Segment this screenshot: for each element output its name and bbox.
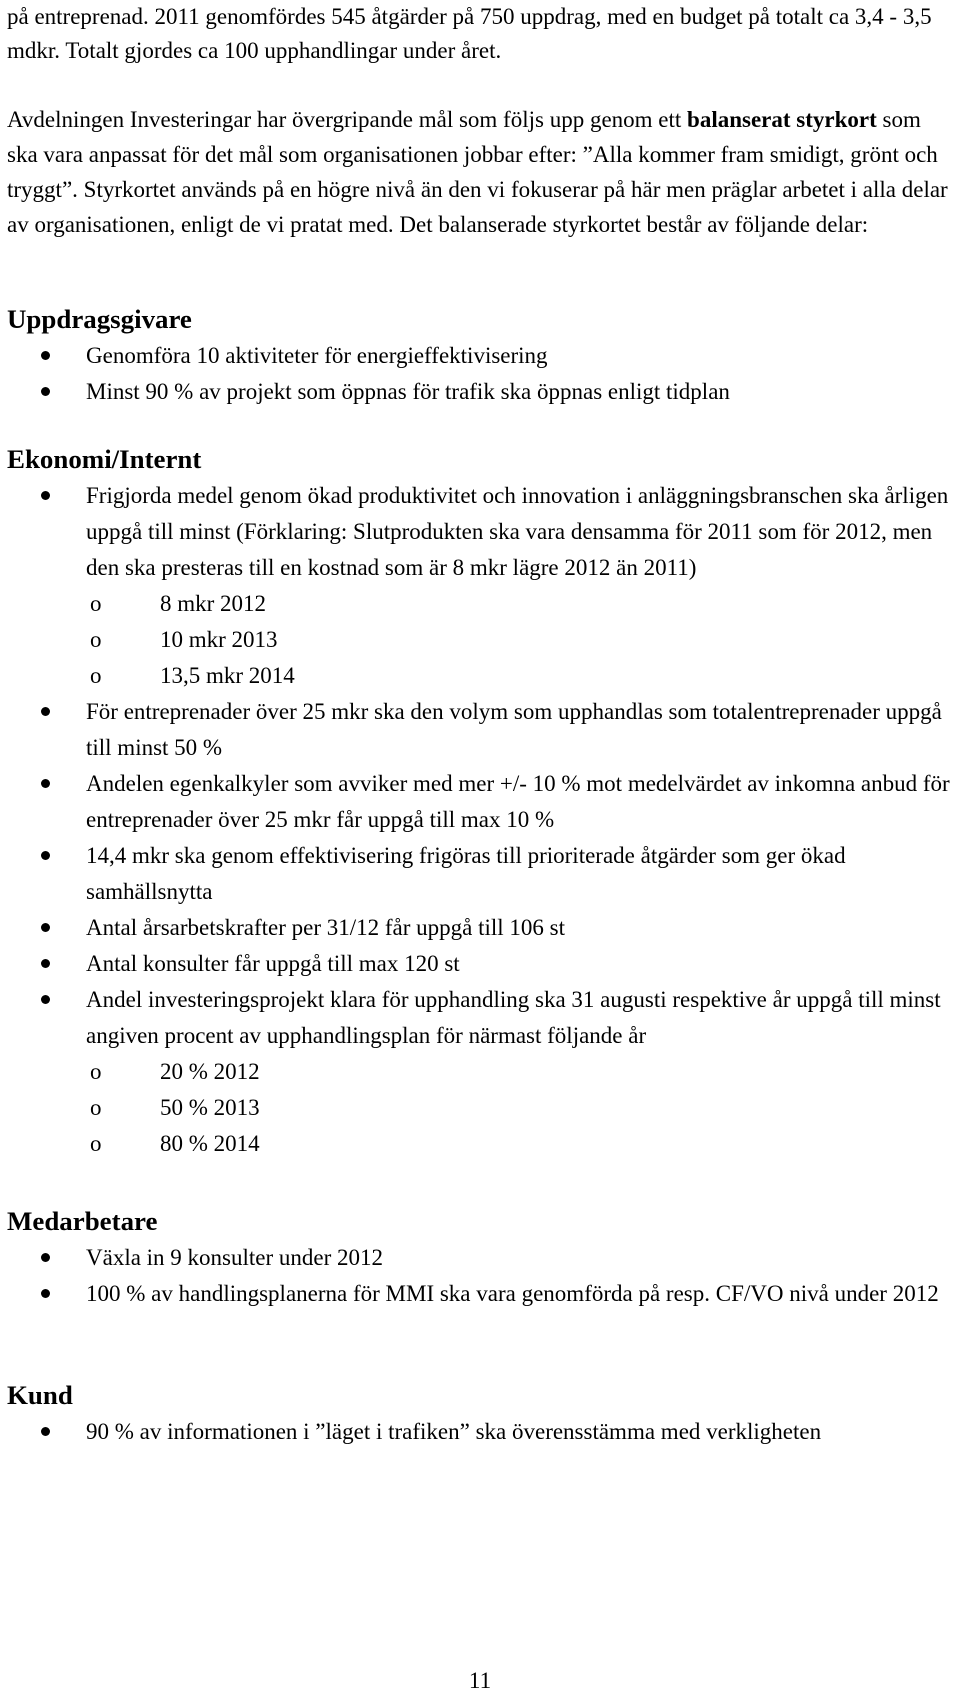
- heading-ekonomi-internt: Ekonomi/Internt: [7, 444, 202, 474]
- sub-list-item-text: 10 mkr 2013: [160, 627, 278, 652]
- paragraph-intro: [7, 102, 952, 242]
- sub-list-item: [86, 658, 950, 694]
- page-number: 11: [468, 1668, 492, 1693]
- list-item: 100 % av handlingsplanerna för MMI ska vara genomförda på resp. CF/VO nivå under 2012: [0, 1276, 950, 1312]
- paragraph-top: på entreprenad. 2011 genomfördes 545 åtgärder på 750 uppdrag, med en budget på totalt ca 3,4 - 3,5 mdkr. Totalt gjordes ca 100 upphandlingar under året.: [7, 4, 932, 63]
- sub-list-item-text: 50 % 2013: [160, 1095, 260, 1120]
- sub-bullet-marker: o: [90, 591, 102, 616]
- sub-list-percent: [86, 1054, 950, 1162]
- list-uppdragsgivare: [0, 338, 950, 410]
- sub-bullet-marker: o: [90, 1095, 102, 1120]
- sub-list-item: [86, 1054, 950, 1090]
- list-medarbetare: [0, 1240, 950, 1312]
- heading-medarbetare: Medarbetare: [7, 1206, 158, 1236]
- sub-list-item-text: 20 % 2012: [160, 1059, 260, 1084]
- sub-bullet-marker: o: [90, 663, 102, 688]
- sub-list-item: [86, 622, 950, 658]
- sub-list-item: [86, 1090, 950, 1126]
- sub-list-item: [86, 586, 950, 622]
- heading-uppdragsgivare: Uppdragsgivare: [7, 304, 192, 334]
- sub-bullet-marker: o: [90, 627, 102, 652]
- sub-bullet-marker: o: [90, 1059, 102, 1084]
- list-item: Genomföra 10 aktiviteter för energieffektivisering: [0, 338, 950, 374]
- intro-text-end: som ska vara anpassat för det mål som organisationen jobbar efter: ”Alla kommer fram smidigt, grönt och tryggt”. Styrkortet används på en högre nivå än den vi fokuserar på här men präglar arbetet i alla delar av organisationen, enligt de vi pratat med. Det balanserade styrkortet består av följande delar:: [7, 107, 948, 237]
- sub-list-item-text: 13,5 mkr 2014: [160, 663, 295, 688]
- list-item: 90 % av informationen i ”läget i trafiken” ska överensstämma med verkligheten: [0, 1414, 950, 1450]
- list-kund: [0, 1414, 950, 1450]
- list-item-text: Frigjorda medel genom ökad produktivitet och innovation i anläggningsbranschen ska årligen uppgå till minst (Förklaring: Slutprodukten ska vara densamma för 2011 som för 2012, men den ska presteras till en kostnad som är 8 mkr lägre 2012 än 2011): [86, 483, 949, 580]
- list-item: 14,4 mkr ska genom effektivisering frigöras till prioriterade åtgärder som ger ökad samhällsnytta: [0, 838, 950, 910]
- sub-bullet-marker: o: [90, 1131, 102, 1156]
- intro-bold-term: balanserat styrkort: [687, 107, 877, 132]
- list-item: [0, 478, 950, 694]
- list-item: För entreprenader över 25 mkr ska den volym som upphandlas som totalentreprenader uppgå till minst 50 %: [0, 694, 950, 766]
- list-item: Andelen egenkalkyler som avviker med mer +/- 10 % mot medelvärdet av inkomna anbud för entreprenader över 25 mkr får uppgå till max 10 %: [0, 766, 950, 838]
- sub-list-item-text: 80 % 2014: [160, 1131, 260, 1156]
- list-item: Växla in 9 konsulter under 2012: [0, 1240, 950, 1276]
- list-item-text: Andel investeringsprojekt klara för upphandling ska 31 augusti respektive år uppgå till minst angiven procent av upphandlingsplan för närmast följande år: [86, 987, 941, 1048]
- list-ekonomi-internt: [0, 478, 950, 1162]
- list-item: Minst 90 % av projekt som öppnas för trafik ska öppnas enligt tidplan: [0, 374, 950, 410]
- sub-list-savings: [86, 586, 950, 694]
- intro-text-start: Avdelningen Investeringar har övergripande mål som följs upp genom ett: [7, 107, 688, 132]
- sub-list-item: [86, 1126, 950, 1162]
- list-item: [0, 982, 950, 1162]
- list-item: Antal årsarbetskrafter per 31/12 får uppgå till 106 st: [0, 910, 950, 946]
- sub-list-item-text: 8 mkr 2012: [160, 591, 267, 616]
- heading-kund: Kund: [7, 1380, 73, 1410]
- list-item: Antal konsulter får uppgå till max 120 st: [0, 946, 950, 982]
